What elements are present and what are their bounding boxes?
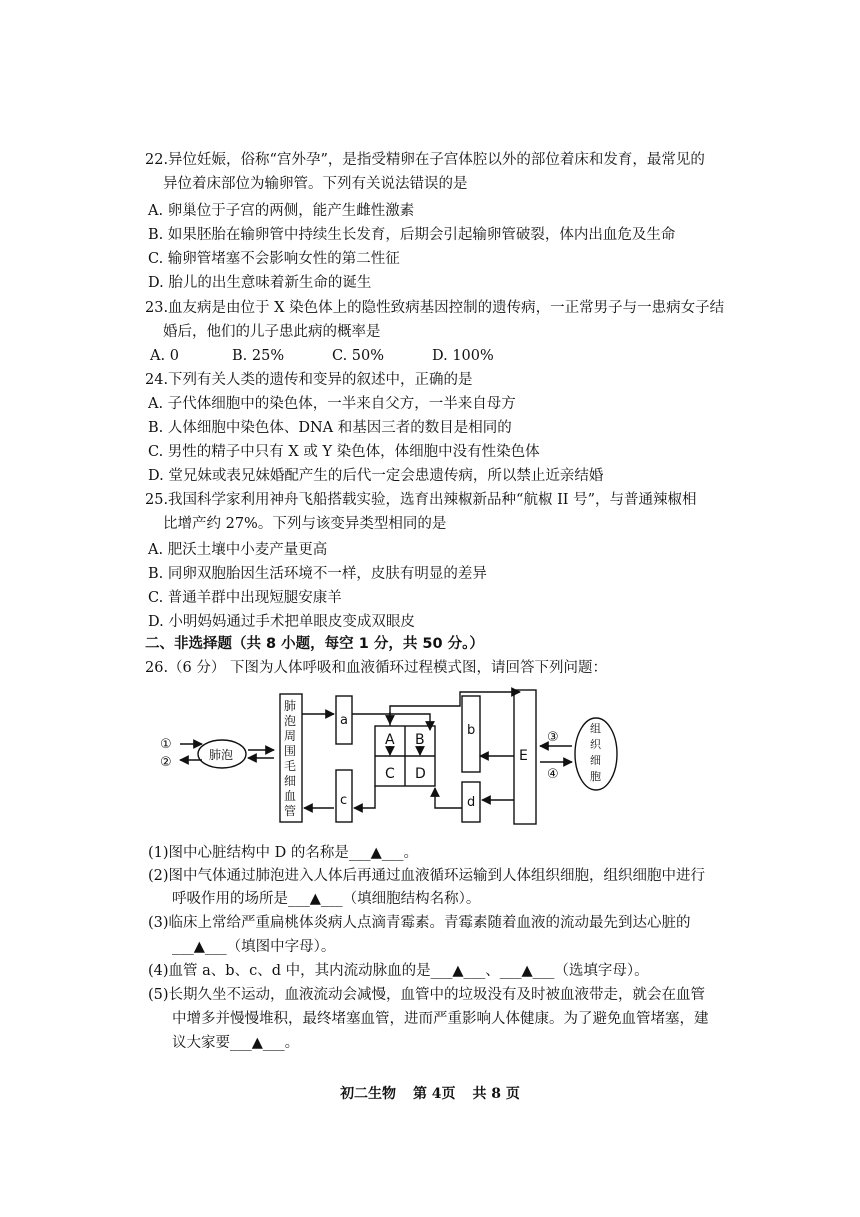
q23-option-c: C. 50%: [332, 348, 385, 364]
label-cap-7: 管: [284, 804, 297, 818]
q22-option-c: C. 输卵管堵塞不会影响女性的第二性征: [148, 251, 400, 267]
label-circle-3: ③: [547, 730, 559, 745]
label-circle-2: ②: [160, 755, 172, 770]
q23-option-d: D. 100%: [432, 348, 494, 364]
label-heart-a: A: [385, 732, 395, 748]
q23-option-a: A. 0: [150, 348, 179, 364]
q23-option-b: B. 25%: [232, 348, 285, 364]
label-tissue-1: 织: [590, 738, 601, 751]
q25-stem-line2: 比增产约 27%。下列与该变异类型相同的是: [163, 516, 447, 532]
q26-sub4: (4)血管 a、b、c、d 中，其内流动脉血的是___▲___、___▲___（选填字母）。: [148, 963, 649, 979]
footer-total: 共 8 页: [472, 1086, 520, 1102]
label-cap-0: 肺: [284, 699, 297, 713]
q23-stem-line1: 23.血友病是由位于 X 染色体上的隐性致病基因控制的遗传病，一正常男子与一患病女子结: [145, 300, 725, 316]
label-heart-c: C: [385, 766, 395, 782]
q26-intro: 26.（6 分） 下图为人体呼吸和血液循环过程模式图，请回答下列问题：: [145, 660, 608, 676]
q25-option-a: A. 肥沃土壤中小麦产量更高: [148, 542, 328, 558]
label-tissue-3: 胞: [590, 770, 601, 783]
q26-sub1: (1)图中心脏结构中 D 的名称是___▲___。: [148, 845, 419, 861]
q25-option-b: B. 同卵双胞胎因生活环境不一样，皮肤有明显的差异: [148, 566, 487, 582]
q22-option-b: B. 如果胚胎在输卵管中持续生长发育，后期会引起输卵管破裂，体内出血危及生命: [148, 227, 676, 243]
label-vessel-b: b: [467, 723, 476, 738]
label-cap-5: 细: [284, 774, 297, 788]
q25-option-c: C. 普通羊群中出现短腿安康羊: [148, 590, 342, 606]
label-circle-4: ④: [547, 767, 559, 782]
q26-sub2-line1: (2)图中气体通过肺泡进入人体后再通过血液循环运输到人体组织细胞，组织细胞中进行: [148, 868, 706, 884]
q22-option-d: D. 胎儿的出生意味着新生命的诞生: [148, 275, 372, 291]
q22-stem-line2: 异位着床部位为输卵管。下列有关说法错误的是: [163, 176, 468, 192]
q24-stem: 24.下列有关人类的遗传和变异的叙述中，正确的是: [145, 372, 473, 388]
label-alveolus: 肺泡: [209, 748, 234, 762]
q26-sub3-line2: ___▲___（填图中字母）。: [172, 939, 336, 955]
label-cap-1: 泡: [284, 714, 297, 728]
label-e: E: [519, 748, 528, 764]
q26-sub3-line1: (3)临床上常给严重扁桃体炎病人点滴青霉素。青霉素随着血液的流动最先到达心脏的: [148, 915, 691, 931]
label-cap-4: 毛: [284, 759, 297, 773]
footer-subject: 初二生物: [340, 1086, 397, 1102]
q23-stem-line2: 婚后，他们的儿子患此病的概率是: [163, 324, 381, 340]
q22-stem-line1: 22.异位妊娠，俗称“宫外孕”，是指受精卵在子宫体腔以外的部位着床和发育，最常见的: [145, 152, 705, 168]
q24-option-c: C. 男性的精子中只有 X 或 Y 染色体，体细胞中没有性染色体: [148, 444, 540, 460]
label-cap-3: 围: [284, 744, 297, 758]
q24-option-a: A. 子代体细胞中的染色体，一半来自父方，一半来自母方: [148, 396, 516, 412]
label-heart-d: D: [415, 766, 426, 782]
label-heart-b: B: [415, 732, 425, 748]
q24-option-d: D. 堂兄妹或表兄妹婚配产生的后代一定会患遗传病，所以禁止近亲结婚: [148, 468, 604, 484]
label-tissue-0: 组: [590, 722, 601, 735]
q26-sub5-line3: 议大家要___▲___。: [172, 1035, 300, 1051]
label-circle-1: ①: [160, 737, 172, 752]
q24-option-b: B. 人体细胞中染色体、DNA 和基因三者的数目是相同的: [148, 420, 512, 436]
footer-page: 第 4页: [412, 1086, 456, 1102]
q26-sub5-line2: 中增多并慢慢堆积，最终堵塞血管，进而严重影响人体健康。为了避免血管堵塞，建: [172, 1011, 709, 1027]
q25-stem-line1: 25.我国科学家利用神舟飞船搭载实验，选育出辣椒新品种“航椒 II 号”，与普通辣椒相: [145, 492, 697, 508]
q22-option-a: A. 卵巢位于子宫的两侧，能产生雌性激素: [148, 203, 415, 219]
label-cap-6: 血: [284, 789, 297, 803]
label-vessel-c: c: [340, 793, 348, 808]
q26-sub5-line1: (5)长期久坐不运动，血液流动会减慢，血管中的垃圾没有及时被血液带走，就会在血管: [148, 987, 706, 1003]
label-vessel-d: d: [467, 795, 476, 810]
respiration-circulation-diagram: [150, 686, 620, 831]
section-2-heading: 二、非选择题（共 8 小题，每空 1 分，共 50 分。）: [145, 636, 484, 652]
page-footer: [0, 1083, 860, 1103]
q26-sub2-line2: 呼吸作用的场所是___▲___（填细胞结构名称）。: [172, 891, 481, 907]
q25-option-d: D. 小明妈妈通过手术把单眼皮变成双眼皮: [148, 614, 415, 630]
label-cap-2: 周: [284, 729, 297, 743]
label-vessel-a: a: [340, 713, 348, 728]
label-tissue-2: 细: [590, 754, 601, 767]
